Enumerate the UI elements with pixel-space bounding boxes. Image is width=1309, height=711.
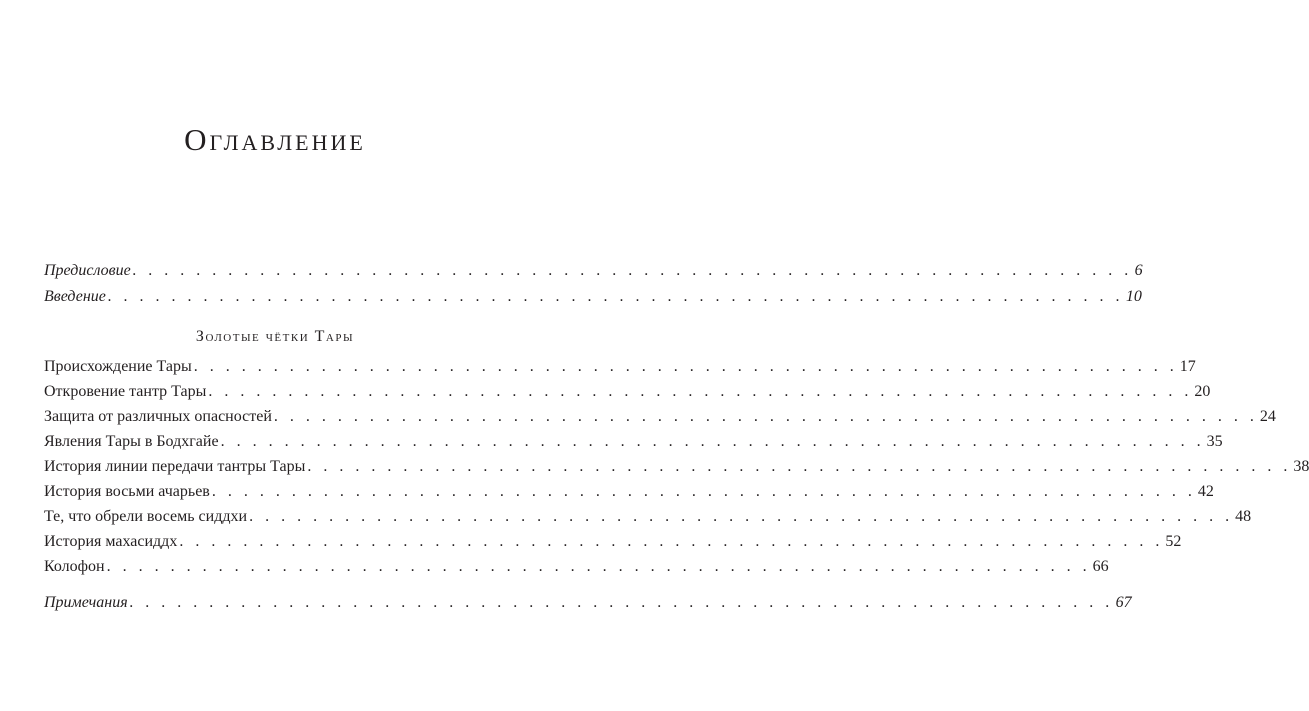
toc-page-number: 17 bbox=[1179, 358, 1196, 375]
leader-dots: . . . . . . . . . . . . . . . . . . . . . . . . . . . . . . . . . . . . . . . . . . . . . . . . . . . . . . . . . . . . . . bbox=[208, 383, 1193, 400]
toc-page-number: 48 bbox=[1235, 508, 1252, 525]
toc-entry-label: Защита от различных опасностей bbox=[44, 408, 272, 425]
leader-dots: . . . . . . . . . . . . . . . . . . . . . . . . . . . . . . . . . . . . . . . . . . . . . . . . . . . . . . . . . . . . . . bbox=[249, 508, 1234, 525]
toc-page-number: 10 bbox=[1125, 288, 1142, 305]
toc-entry[interactable] bbox=[44, 408, 1276, 430]
toc-entry[interactable] bbox=[44, 483, 1214, 505]
toc-entry-label: Колофон bbox=[44, 558, 105, 575]
leader-dots: . . . . . . . . . . . . . . . . . . . . . . . . . . . . . . . . . . . . . . . . . . . . . . . . . . . . . . . . . . . . . . bbox=[193, 358, 1178, 375]
toc-page-number: 35 bbox=[1206, 433, 1223, 450]
toc-page-number: 20 bbox=[1194, 383, 1211, 400]
leader-dots: . . . . . . . . . . . . . . . . . . . . . . . . . . . . . . . . . . . . . . . . . . . . . . . . . . . . . . . . . . . . . . bbox=[273, 408, 1258, 425]
toc-entry[interactable] bbox=[44, 533, 1182, 555]
toc-entry[interactable] bbox=[44, 458, 1309, 480]
toc-entry-label: История восьми ачарьев bbox=[44, 483, 210, 500]
toc-entry-label: Введение bbox=[44, 288, 106, 305]
toc-entry[interactable] bbox=[44, 508, 1252, 530]
toc-entry-label: Те, что обрели восемь сиддхи bbox=[44, 508, 248, 525]
toc-page-number: 67 bbox=[1115, 594, 1132, 611]
toc-entry[interactable] bbox=[44, 262, 1143, 284]
toc-entry[interactable] bbox=[44, 594, 1132, 616]
leader-dots: . . . . . . . . . . . . . . . . . . . . . . . . . . . . . . . . . . . . . . . . . . . . . . . . . . . . . . . . . . . . . . bbox=[220, 433, 1205, 450]
toc-page-number: 6 bbox=[1134, 262, 1143, 279]
toc-entry[interactable] bbox=[44, 358, 1196, 380]
toc-entry-label: Явления Тары в Бодхгайе bbox=[44, 433, 219, 450]
leader-dots: . . . . . . . . . . . . . . . . . . . . . . . . . . . . . . . . . . . . . . . . . . . . . . . . . . . . . . . . . . . . . . bbox=[307, 458, 1292, 475]
toc-entry-label: История махасиддх bbox=[44, 533, 178, 550]
toc-entry[interactable] bbox=[44, 558, 1109, 580]
leader-dots: . . . . . . . . . . . . . . . . . . . . . . . . . . . . . . . . . . . . . . . . . . . . . . . . . . . . . . . . . . . . . . bbox=[129, 594, 1114, 611]
toc-entry-label: Откровение тантр Тары bbox=[44, 383, 207, 400]
leader-dots: . . . . . . . . . . . . . . . . . . . . . . . . . . . . . . . . . . . . . . . . . . . . . . . . . . . . . . . . . . . . . . bbox=[211, 483, 1196, 500]
toc-entry-label: Происхождение Тары bbox=[44, 358, 192, 375]
toc-entry-label: История линии передачи тантры Тары bbox=[44, 458, 306, 475]
toc-entry-label: Примечания bbox=[44, 594, 128, 611]
toc-entry[interactable] bbox=[44, 288, 1142, 310]
toc-page-number: 66 bbox=[1092, 558, 1109, 575]
leader-dots: . . . . . . . . . . . . . . . . . . . . . . . . . . . . . . . . . . . . . . . . . . . . . . . . . . . . . . . . . . . . . . bbox=[106, 558, 1091, 575]
leader-dots: . . . . . . . . . . . . . . . . . . . . . . . . . . . . . . . . . . . . . . . . . . . . . . . . . . . . . . . . . . . . . . bbox=[179, 533, 1164, 550]
toc-entry[interactable] bbox=[44, 383, 1211, 405]
page-title: Оглавление bbox=[184, 122, 366, 157]
toc-page-number: 42 bbox=[1197, 483, 1214, 500]
toc-page-number: 38 bbox=[1293, 458, 1309, 475]
toc-entry-label: Предисловие bbox=[44, 262, 131, 279]
toc-entry[interactable] bbox=[44, 433, 1223, 455]
toc-page-number: 24 bbox=[1259, 408, 1276, 425]
leader-dots: . . . . . . . . . . . . . . . . . . . . . . . . . . . . . . . . . . . . . . . . . . . . . . . . . . . . . . . . . . . . . . . . bbox=[107, 288, 1124, 305]
toc-page-number: 52 bbox=[1165, 533, 1182, 550]
section-heading: Золотые чётки Тары bbox=[195, 328, 355, 345]
leader-dots: . . . . . . . . . . . . . . . . . . . . . . . . . . . . . . . . . . . . . . . . . . . . . . . . . . . . . . . . . . . . . . . bbox=[132, 262, 1133, 279]
